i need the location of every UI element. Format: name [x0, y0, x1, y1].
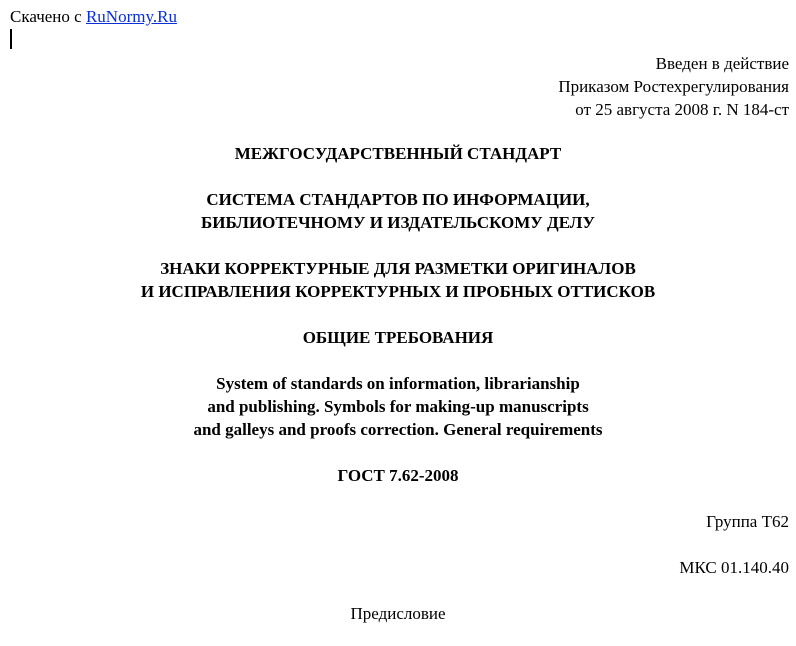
english-title-line: and publishing. Symbols for making-up manuscripts	[207, 397, 589, 416]
text-cursor	[10, 29, 12, 49]
english-title-line: and galleys and proofs correction. General requirements	[193, 420, 603, 439]
gost-code: ГОСТ 7.62-2008	[337, 466, 459, 485]
standard-name-heading	[0, 257, 796, 303]
standards-system-heading	[0, 188, 796, 234]
download-source-prefix: Скачено с	[10, 7, 86, 26]
enactment-line: Введен в действие	[655, 54, 789, 73]
standard-type-heading: МЕЖГОСУДАРСТВЕННЫЙ СТАНДАРТ	[234, 144, 562, 163]
heading-line: СИСТЕМА СТАНДАРТОВ ПО ИНФОРМАЦИИ,	[206, 190, 590, 209]
foreword-heading: Предисловие	[350, 604, 446, 623]
enactment-note	[558, 52, 789, 121]
heading-line: БИБЛИОТЕЧНОМУ И ИЗДАТЕЛЬСКОМУ ДЕЛУ	[201, 213, 595, 232]
enactment-line: от 25 августа 2008 г. N 184-ст	[575, 100, 789, 119]
classification-group: Группа Т62	[706, 512, 789, 531]
mks-code: МКС 01.140.40	[679, 558, 789, 577]
english-title	[0, 372, 796, 441]
runormy-link[interactable]: RuNormy.Ru	[85, 7, 177, 26]
enactment-line: Приказом Ростехрегулирования	[558, 77, 789, 96]
heading-line: И ИСПРАВЛЕНИЯ КОРРЕКТУРНЫХ И ПРОБНЫХ ОТТИСКОВ	[140, 282, 656, 301]
heading-line: ЗНАКИ КОРРЕКТУРНЫЕ ДЛЯ РАЗМЕТКИ ОРИГИНАЛОВ	[160, 259, 636, 278]
english-title-line: System of standards on information, librarianship	[216, 374, 580, 393]
download-source-line	[10, 7, 177, 27]
general-requirements-heading: ОБЩИЕ ТРЕБОВАНИЯ	[302, 328, 494, 347]
